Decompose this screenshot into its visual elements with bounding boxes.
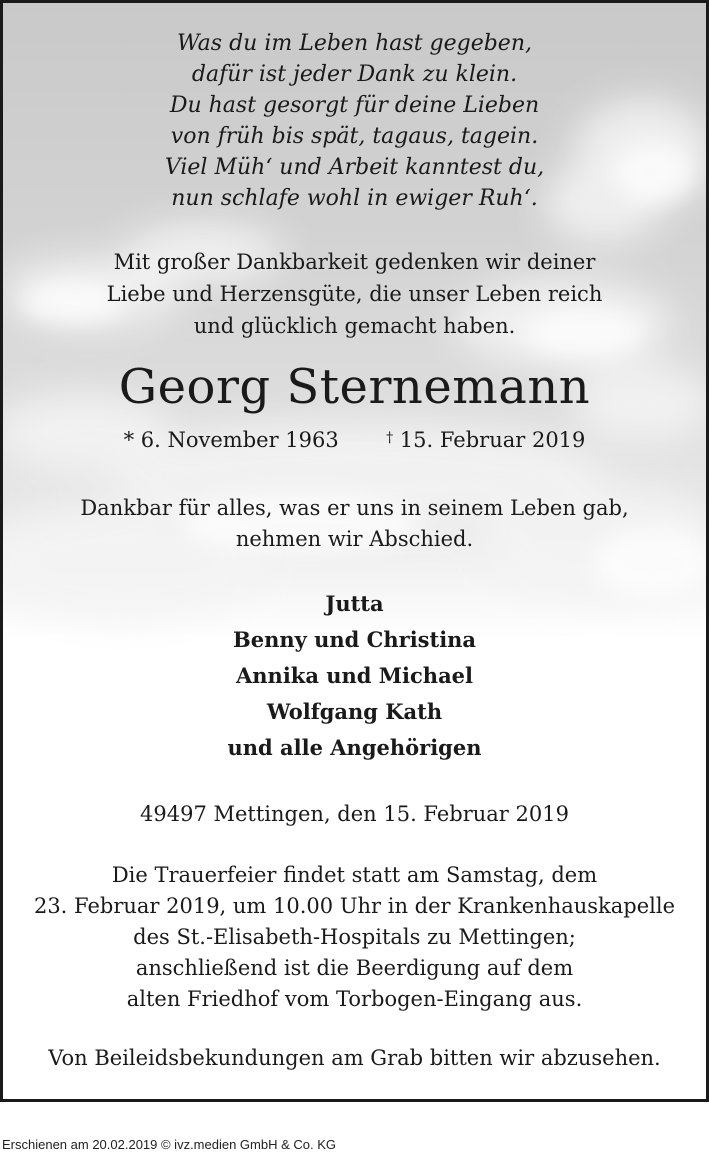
cross-icon: † bbox=[386, 430, 394, 446]
poem-line: Viel Müh‘ und Arbeit kanntest du, bbox=[164, 155, 545, 180]
birth-date: * 6. November 1963 bbox=[123, 428, 339, 452]
deceased-name: Georg Sternemann bbox=[118, 359, 591, 415]
family-member: Jutta bbox=[325, 591, 384, 616]
poem-line: nun schlafe wohl in ewiger Ruh‘. bbox=[171, 186, 538, 211]
poem-line: von früh bis spät, tagaus, tagein. bbox=[170, 124, 539, 149]
service-line: des St.-Elisabeth-Hospitals zu Mettingen; bbox=[133, 925, 576, 949]
gratitude-line: Liebe und Herzensgüte, die unser Leben reich bbox=[106, 282, 603, 306]
family-member: Annika und Michael bbox=[235, 663, 474, 688]
condolence-note: Von Beileidsbekundungen am Grab bitten wir abzusehen. bbox=[48, 1046, 661, 1070]
place-date: 49497 Mettingen, den 15. Februar 2019 bbox=[140, 802, 569, 826]
poem-line: dafür ist jeder Dank zu klein. bbox=[191, 62, 518, 87]
death-date: 15. Februar 2019 bbox=[399, 428, 586, 452]
service-line: Die Trauerfeier findet statt am Samstag, dem bbox=[111, 863, 598, 887]
farewell-line: nehmen wir Abschied. bbox=[235, 527, 474, 551]
family-member: Wolfgang Kath bbox=[266, 699, 443, 724]
service-line: 23. Februar 2019, um 10.00 Uhr in der Krankenhauskapelle bbox=[33, 894, 676, 918]
family-member: und alle Angehörigen bbox=[227, 735, 482, 760]
life-dates bbox=[3, 428, 706, 452]
publication-footer: Erschienen am 20.02.2019 © ivz.medien GmbH & Co. KG bbox=[2, 1137, 337, 1152]
service-line: anschließend ist die Beerdigung auf dem bbox=[135, 956, 574, 980]
poem-line: Du hast gesorgt für deine Lieben bbox=[169, 93, 540, 118]
service-line: alten Friedhof vom Torbogen-Eingang aus. bbox=[126, 987, 583, 1011]
poem-line: Was du im Leben hast gegeben, bbox=[176, 31, 532, 56]
gratitude-line: und glücklich gemacht haben. bbox=[193, 314, 516, 338]
gratitude-line: Mit großer Dankbarkeit gedenken wir deiner bbox=[113, 250, 596, 274]
family-member: Benny und Christina bbox=[232, 627, 477, 652]
farewell-line: Dankbar für alles, was er uns in seinem Leben gab, bbox=[80, 496, 629, 520]
